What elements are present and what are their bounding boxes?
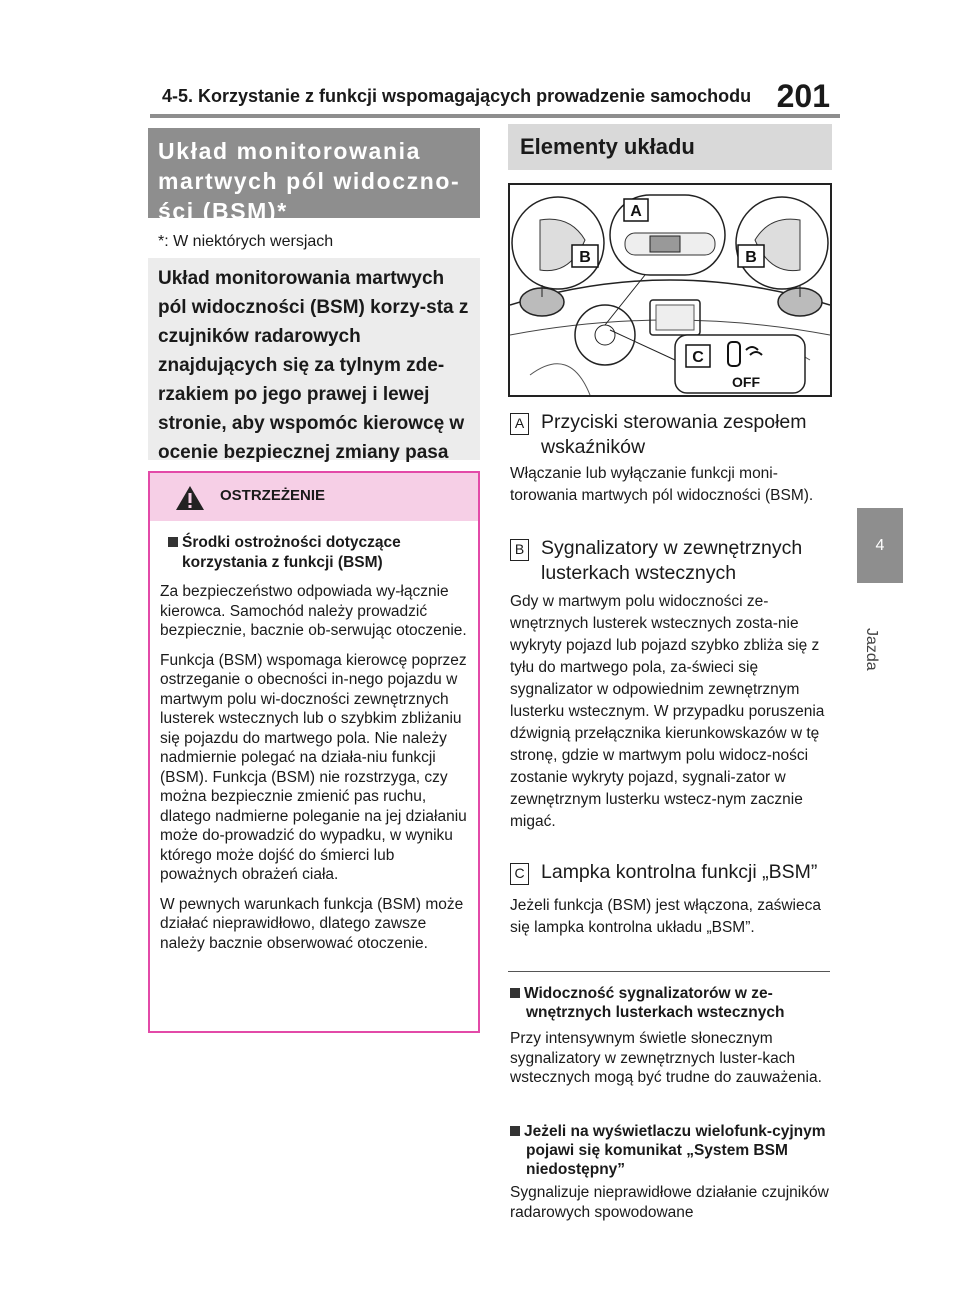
sub-body-unavailable: Sygnalizuje nieprawidłowe działanie czujników radarowych spowodowane — [510, 1184, 829, 1221]
bullet-square-icon — [510, 1126, 520, 1136]
sub-heading-visibility: Widoczność sygnalizatorów w ze-wnętrznych lusterkach wstecznych — [510, 984, 830, 1022]
dashboard-diagram — [508, 183, 832, 397]
indicator-off-text: OFF — [732, 374, 760, 390]
warning-title: OSTRZEŻENIE — [220, 487, 326, 504]
warning-triangle-icon — [175, 485, 205, 511]
sub-body-visibility: Przy intensywnym świetle słonecznym sygnalizatory w zewnętrznych luster-kach wstecznych mogą być trudne do zauważenia. — [510, 1030, 822, 1086]
item-letter-c: C — [510, 863, 529, 885]
header-divider — [150, 114, 840, 118]
item-body-b: Gdy w martwym polu widoczności ze-wnętrznych lusterek wstecznych zosta-nie wykryty pojazd lub pojazd szybko zbliża się z tyłu do martwego pola, za-świeci się sygnalizator w odpowiednim zewnętrznym lusterku wstecznym. W przypadku poruszenia dźwignią przełącznika kierunkowskazów w tę stronę, gdzie w martwym polu widocz-ności zostanie wykryty pojazd, sygnali-zator w zewnętrznym lusterku wstecz-nym zacznie migać. — [510, 593, 825, 830]
diagram-label-a: A — [630, 203, 642, 220]
chapter-tab[interactable]: 4 — [857, 508, 903, 583]
bullet-square-icon — [510, 988, 520, 998]
warning-paragraph: W pewnych warunkach funkcja (BSM) może działać nieprawidłowo, dlatego zawsze należy bacznie obserwować otoczenie. — [160, 895, 464, 952]
section-divider — [508, 971, 830, 972]
item-letter-a: A — [510, 413, 529, 435]
sub-heading-unavailable: Jeżeli na wyświetlaczu wielofunk-cyjnym pojawi się komunikat „System BSM niedostępny” — [510, 1122, 830, 1179]
section-title-elements: Elementy układu — [508, 124, 832, 170]
dashboard-illustration — [510, 185, 830, 395]
item-heading-a: A Przyciski sterowania zespołem wskaźników — [510, 410, 831, 460]
item-letter-b: B — [510, 539, 529, 561]
warning-header — [150, 473, 478, 521]
warning-subheading: Środki ostrożności dotyczące korzystania z funkcji (BSM) — [160, 533, 468, 572]
diagram-label-b-left: B — [579, 249, 591, 266]
chapter-label: Jazda — [863, 628, 880, 671]
warning-box — [148, 471, 480, 1033]
diagram-label-b-right: B — [745, 249, 757, 266]
item-body-c: Jeżeli funkcja (BSM) jest włączona, zaświeca się lampka kontrolna układu „BSM”. — [510, 897, 821, 936]
section-title-bsm: Układ monitorowania martwych pól widoczno-ści (BSM)* — [148, 128, 480, 218]
page-header — [150, 80, 840, 116]
warning-paragraph: Za bezpieczeństwo odpowiada wy-łącznie kierowca. Samochód należy prowadzić bezpiecznie, bacznie ob-serwując otoczenie. — [160, 583, 467, 639]
item-heading-b: B Sygnalizatory w zewnętrznych lusterkach wstecznych — [510, 536, 831, 586]
item-heading-c: C Lampka kontrolna funkcji „BSM” — [510, 860, 831, 885]
bullet-square-icon — [168, 537, 178, 547]
item-body-a: Włączanie lub wyłączanie funkcji moni-torowania martwych pól widoczności (BSM). — [510, 465, 814, 504]
footnote: *: W niektórych wersjach — [158, 233, 334, 250]
summary-box: Układ monitorowania martwych pól widoczności (BSM) korzy-sta z czujników radarowych znajdujących się za tylnym zde-rzakiem po jego prawej i lewej stronie, aby wspomóc kierowcę w ocenie bezpiecznej zmiany pasa — [148, 258, 480, 460]
page-number: 201 — [776, 78, 830, 114]
warning-paragraph: Funkcja (BSM) wspomaga kierowcę poprzez ostrzeganie o obecności in-nego pojazdu w martwym polu wi-doczności zewnętrznych lusterek wstecznych lub o szybkim zbliżaniu się pojazdu do martwego pola. Nie należy nadmiernie polegać na działa-niu funkcji (BSM). Funkcja (BSM) nie rozstrzyga, czy można bezpiecznie zmienić pas ruchu, dlatego nadmierne poleganie na jej działaniu może do-prowadzić do wypadku, w wyniku którego może dojść do śmierci lub poważnych obrażeń ciała. — [160, 651, 467, 883]
diagram-label-c: C — [692, 349, 704, 366]
header-title: 4-5. Korzystanie z funkcji wspomagających prowadzenie samochodu — [162, 86, 752, 106]
